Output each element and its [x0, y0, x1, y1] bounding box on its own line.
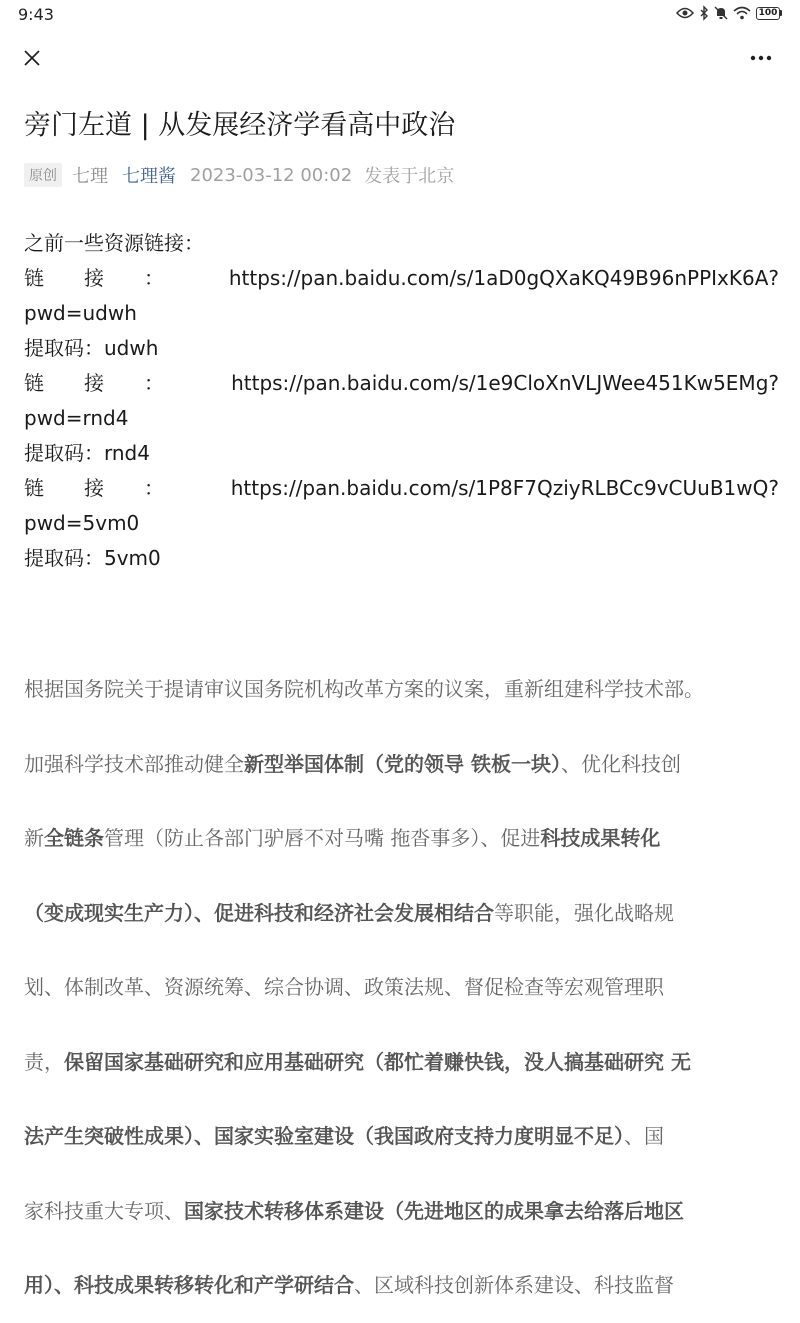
- extract-code: 提取码：udwh: [24, 336, 159, 360]
- body-line: 用）、科技成果转移转化和产学研结合、区域科技创新体系建设、科技监督: [24, 1273, 674, 1297]
- body-line: 法产生突破性成果）、国家实验室建设（我国政府支持力度明显不足）、国: [24, 1124, 664, 1148]
- account-name-link[interactable]: 七理酱: [122, 166, 176, 187]
- battery-level: 100: [756, 7, 780, 20]
- body-line: （变成现实生产力）、促进科技和经济社会发展相结合等职能，强化战略规: [24, 900, 674, 925]
- resource-url-link[interactable]: https://pan.baidu.com/s/1e9CloXnVLJWee451Kw5EMg?: [231, 371, 779, 395]
- links-intro: 之前一些资源链接：: [24, 231, 204, 255]
- extract-code: 提取码：5vm0: [24, 546, 161, 570]
- body-line: 根据国务院关于提请审议国务院机构改革方案的议案，重新组建科学技术部。: [24, 677, 704, 701]
- resource-links: [24, 226, 779, 576]
- mute-bell-icon: [714, 6, 728, 20]
- status-time: 9:43: [18, 5, 54, 24]
- author-name: 七理: [72, 166, 108, 187]
- status-icons: [676, 6, 782, 20]
- link-label: 链 接 ：: [24, 266, 164, 290]
- link-pwd[interactable]: pwd=udwh: [24, 301, 137, 325]
- article-title: 旁门左道 | 从发展经济学看高中政治: [24, 110, 456, 141]
- link-pwd[interactable]: pwd=5vm0: [24, 511, 140, 535]
- original-badge: 原创: [24, 163, 62, 187]
- extract-code: 提取码：rnd4: [24, 441, 150, 465]
- link-label: 链 接 ：: [24, 476, 164, 500]
- close-icon: [23, 49, 41, 67]
- status-bar: [0, 0, 800, 30]
- body-line: 加强科学技术部推动健全新型举国体制（党的领导 铁板一块）、优化科技创: [24, 751, 681, 776]
- publish-location: 发表于北京: [364, 166, 455, 187]
- close-button[interactable]: [16, 42, 48, 74]
- more-options-button[interactable]: [744, 42, 778, 74]
- more-dots-icon: [750, 55, 772, 61]
- body-line: 新全链条管理（防止各部门驴唇不对马嘴 拖沓事多）、促进科技成果转化: [24, 826, 661, 850]
- eye-icon: [676, 7, 694, 19]
- link-label: 链 接 ：: [24, 371, 164, 395]
- link-pwd[interactable]: pwd=rnd4: [24, 406, 129, 430]
- battery-icon: [756, 7, 782, 20]
- wifi-icon: [733, 6, 751, 20]
- top-bar: [0, 38, 800, 78]
- article-meta: [24, 160, 454, 190]
- link-row: [24, 471, 779, 506]
- link-row: [24, 261, 779, 296]
- link-row: [24, 366, 779, 401]
- body-line: 责，保留国家基础研究和应用基础研究（都忙着赚快钱，没人搞基础研究 无: [24, 1049, 691, 1074]
- body-line: 划、体制改革、资源统筹、综合协调、政策法规、督促检查等宏观管理职: [24, 975, 664, 999]
- resource-url-link[interactable]: https://pan.baidu.com/s/1P8F7QziyRLBCc9vCUuB1wQ?: [230, 476, 779, 500]
- article-body: [24, 652, 779, 1323]
- publish-date: 2023-03-12 00:02: [190, 164, 353, 186]
- body-line: 家科技重大专项、国家技术转移体系建设（先进地区的成果拿去给落后地区: [24, 1198, 684, 1223]
- bluetooth-icon: [699, 6, 709, 20]
- resource-url-link[interactable]: https://pan.baidu.com/s/1aD0gQXaKQ49B96nPPIxK6A?: [228, 266, 779, 290]
